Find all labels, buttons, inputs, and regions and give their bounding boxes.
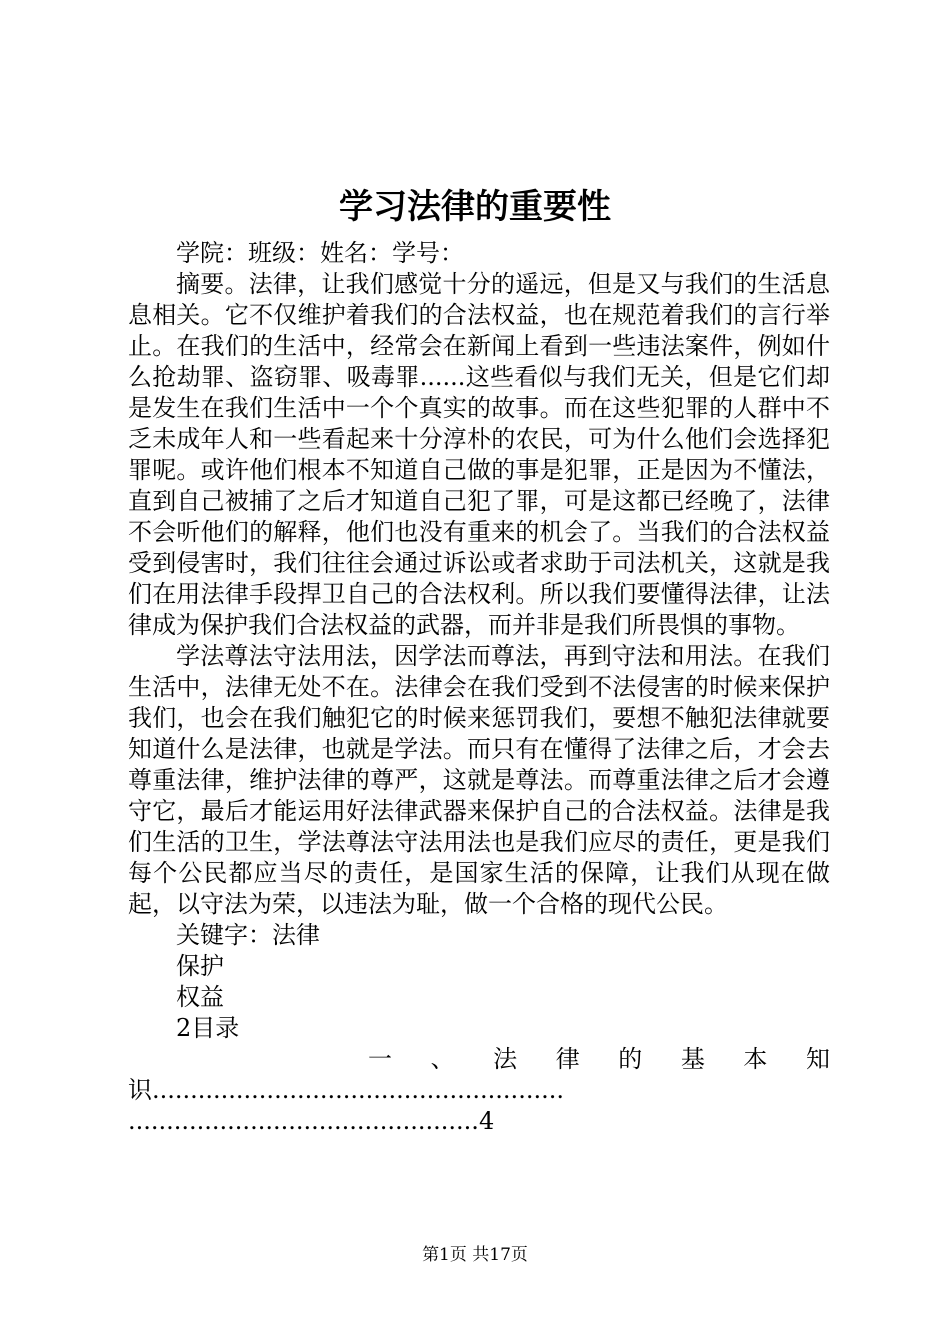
document-body (128, 238, 830, 1137)
toc-char: 法 (493, 1045, 518, 1073)
toc-leader-dots: ...................................................... (152, 1076, 564, 1104)
toc-heading: 2目录 (176, 1014, 240, 1042)
toc-leader-line (128, 1075, 830, 1106)
toc-char: 、 (430, 1045, 455, 1073)
toc-char: 律 (555, 1045, 580, 1073)
toc-leader-line (128, 1106, 830, 1137)
meta-line: 学院：班级：姓名：学号： (176, 239, 464, 267)
abstract-paragraph: 摘要。法律，让我们感觉十分的遥远，但是又与我们的生活息息相关。它不仅维护着我们的合法权益，也在规范着我们的言行举止。在我们的生活中，经常会在新闻上看到一些违法案件，例如什么抢劫罪、盗窃罪、吸毒罪......这些看似与我们无关，但是它们却是发生在我们生活中一个个真实的故事。而在这些犯罪的人群中不乏未成年人和一些看起来十分淳朴的农民，可为什么他们会选择犯罪呢。或许他们根本不知道自己做的事是犯罪，正是因为不懂法，直到自己被捕了之后才知道自己犯了罪，可是这都已经晚了，法律不会听他们的解释，他们也没有重来的机会了。当我们的合法权益受到侵害时，我们往往会通过诉讼或者求助于司法机关，这就是我们在用法律手段捍卫自己的合法权利。所以我们要懂得法律，让法律成为保护我们合法权益的武器，而并非是我们所畏惧的事物。 (128, 270, 830, 639)
keyword-item: 保护 (176, 952, 224, 980)
toc-char: 一 (368, 1045, 392, 1073)
document-title: 学习法律的重要性 (339, 187, 611, 227)
toc-page-number: 4 (478, 1107, 495, 1135)
toc-char: 本 (743, 1045, 768, 1073)
toc-entry (128, 1044, 830, 1137)
toc-char: 基 (680, 1045, 705, 1073)
keyword-item: 权益 (176, 983, 224, 1011)
toc-entry-tail: 识 (128, 1076, 152, 1104)
page-footer: 第1页 共17页 (422, 1245, 528, 1265)
toc-entry-title (368, 1044, 830, 1075)
toc-char: 的 (618, 1045, 643, 1073)
keywords-line: 关键字：法律 (176, 921, 320, 949)
body-paragraph: 学法尊法守法用法，因学法而尊法，再到守法和用法。在我们生活中，法律无处不在。法律会在我们受到不法侵害的时候来保护我们，也会在我们触犯它的时候来惩罚我们，要想不触犯法律就要知道什么是法律，也就是学法。而只有在懂得了法律之后，才会去尊重法律，维护法律的尊严，这就是尊法。而尊重法律之后才会遵守它，最后才能运用好法律武器来保护自己的合法权益。法律是我们生活的卫生，学法尊法守法用法也是我们应尽的责任，更是我们每个公民都应当尽的责任，是国家生活的保障，让我们从现在做起，以守法为荣，以违法为耻，做一个合格的现代公民。 (128, 642, 830, 918)
toc-char: 知 (805, 1045, 830, 1073)
toc-leader-dots: .............................................. (128, 1107, 479, 1135)
